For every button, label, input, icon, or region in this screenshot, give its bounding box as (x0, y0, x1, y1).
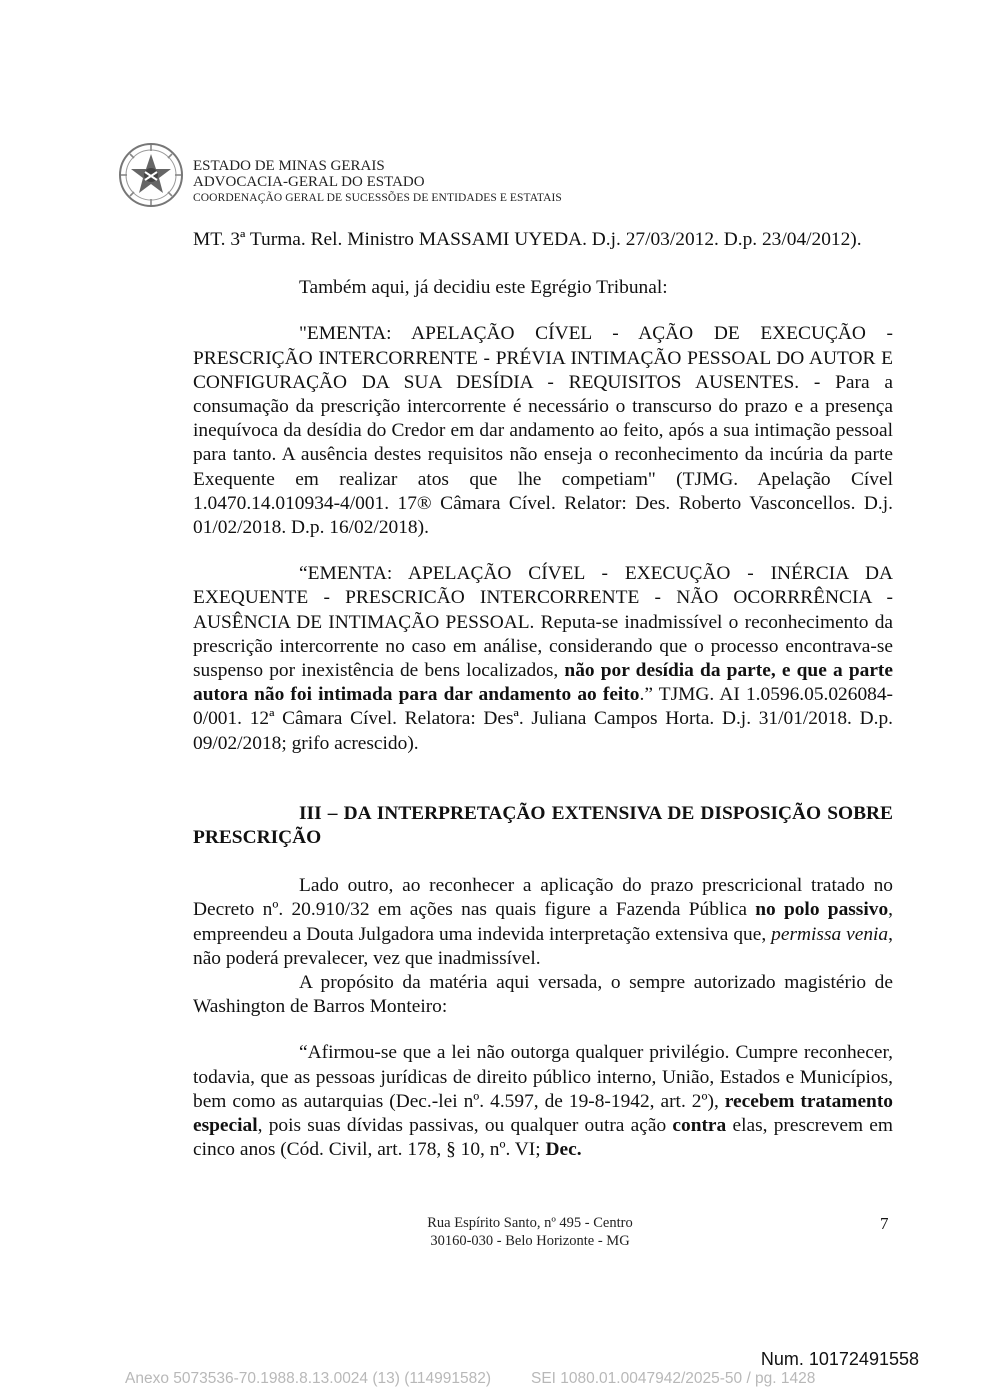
doctrine-bold-1: recebem tratamento especial (193, 1090, 893, 1137)
header-state: ESTADO DE MINAS GERAIS (193, 158, 385, 174)
footer-address (380, 1214, 680, 1250)
arg-text-a: Lado outro, ao reconhecer a aplicação do prazo prescricional tratado no Decreto nº. 20.910/32 em ações nas quais figure a Fazenda Pública (193, 875, 893, 921)
footer-street: Rua Espírito Santo, nº 495 - Centro (427, 1215, 633, 1231)
doctrine-text-e: elas, prescrevem em cinco anos (Cód. Civil, art. 178, § 10, nº. VI; (193, 1115, 893, 1161)
arg-bold: no polo passivo (755, 899, 889, 921)
quote-ementa-1: "EMENTA: APELAÇÃO CÍVEL - AÇÃO DE EXECUÇÃO - PRESCRIÇÃO INTERCORRENTE - PRÉVIA INTIMAÇÃO PESSOAL DO AUTOR E CONFIGURAÇÃO DA SUA DESÍDIA - REQUISITOS AUSENTES. - Para a consumação da prescrição intercorrente é necessário o transcurso do prazo e a presença inequívoca da desídia do Credor em dar andamento ao feito, após a sua intimação pessoal para tanto. A ausência destes requisitos não enseja o reconhecimento da incúria da parte Exequente em realizar atos que lhe competiam" (TJMG. Apelação Cível 1.0470.14.010934-4/001. 17® Câmara Cível. Relator: Des. Roberto Vasconcellos. D.j. 01/02/2018. D.p. 16/02/2018). (193, 323, 893, 539)
section-heading: III – DA INTERPRETAÇÃO EXTENSIVA DE DISPOSIÇÃO SOBRE PRESCRIÇÃO (193, 802, 893, 849)
document-number: Num. 10172491558 (760, 1349, 919, 1369)
footer-city: 30160-030 - Belo Horizonte - MG (430, 1233, 630, 1249)
header-agency: ADVOCACIA-GERAL DO ESTADO (193, 174, 425, 190)
quote2-bold: não por desídia da parte, e que a parte autora não foi intimada para dar andamento ao feito (193, 660, 893, 706)
quote-ementa-2 (193, 562, 893, 756)
quote2-text-c: .” TJMG. AI 1.0596.05.026084-0/001. 12ª Câmara Cível. Relatora: Desª. Juliana Campos Horta. D.j. 31/01/2018. D.p. 09/02/2018; grifo acrescido). (193, 684, 893, 754)
paragraph-argument (193, 874, 893, 971)
arg-text-e: , não poderá prevalecer, vez que inadmissível. (193, 923, 893, 969)
sei-reference: SEI 1080.01.0047942/2025-50 / pg. 1428 (530, 1370, 816, 1387)
arg-text-c: , empreendeu a Douta Julgadora uma indevida interpretação extensiva que, (193, 899, 893, 945)
state-seal-icon (118, 142, 184, 208)
document-body (193, 228, 893, 1163)
arg-italic: permissa venia (771, 923, 889, 945)
annex-watermark (125, 1370, 925, 1388)
annex-id: Anexo 5073536-70.1988.8.13.0024 (13) (114991582) (125, 1370, 491, 1387)
letterhead (193, 158, 562, 206)
doctrine-bold-2: contra (672, 1115, 727, 1137)
doctrine-text-c: , pois suas dívidas passivas, ou qualquer outra ação (257, 1115, 673, 1137)
page-number: 7 (880, 1214, 889, 1233)
quote2-text-a: “EMENTA: APELAÇÃO CÍVEL - EXECUÇÃO - INÉRCIA DA EXEQUENTE - PRESCRICÃO INTERCORRENTE - NÃO OCORRRÊNCIA - AUSÊNCIA DE INTIMAÇÃO PESSOAL. Reputa-se inadmissível o reconhecimento da prescrição intercorrente no caso em análise, considerando que o processo encontrava-se suspenso por inexistência de bens localizados, (193, 563, 893, 682)
paragraph-citation-end: MT. 3ª Turma. Rel. Ministro MASSAMI UYEDA. D.j. 27/03/2012. D.p. 23/04/2012). (193, 229, 862, 250)
quote-doctrine (193, 1041, 893, 1162)
paragraph-doctrine: A propósito da matéria aqui versada, o sempre autorizado magistério de Washington de Barros Monteiro: (193, 972, 893, 1018)
doctrine-text-a: “Afirmou-se que a lei não outorga qualquer privilégio. Cumpre reconhecer, todavia, que as pessoas jurídicas de direito público interno, União, Estados e Municípios, bem como as autarquias (Dec.-lei nº. 4.597, de 19-8-1942, art. 2º), (193, 1042, 893, 1112)
header-department: COORDENAÇÃO GERAL DE SUCESSÕES DE ENTIDADES E ESTATAIS (193, 192, 562, 204)
paragraph-intro: Também aqui, já decidiu este Egrégio Tribunal: (299, 277, 668, 299)
doctrine-bold-3: Dec. (545, 1139, 582, 1161)
